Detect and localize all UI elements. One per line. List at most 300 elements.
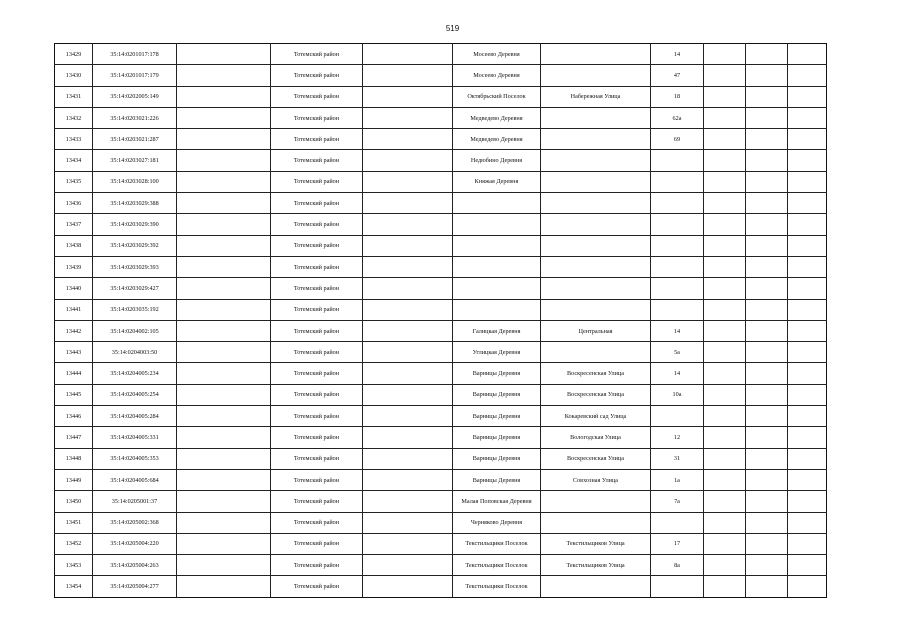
empty-cell-cell <box>177 44 271 65</box>
settlement-cell: Медведево Деревня <box>453 129 541 150</box>
empty-cell-cell <box>177 555 271 576</box>
row-number-cell: 13448 <box>55 448 93 469</box>
empty-cell-cell <box>177 214 271 235</box>
cadastral-number-cell: 35:14:0205004:263 <box>93 555 177 576</box>
district-cell: Тотемский район <box>271 129 363 150</box>
empty-cell-cell <box>704 576 746 597</box>
street-cell <box>541 256 651 277</box>
house-number-cell: 17 <box>651 533 704 554</box>
table-row <box>55 342 827 363</box>
district-cell: Тотемский район <box>271 107 363 128</box>
street-cell <box>541 171 651 192</box>
district-cell: Тотемский район <box>271 299 363 320</box>
empty-cell-cell <box>363 448 453 469</box>
settlement-cell: Черняково Деревня <box>453 512 541 533</box>
cadastral-number-cell: 35:14:0205004:220 <box>93 533 177 554</box>
street-cell: Текстильщиков Улица <box>541 533 651 554</box>
empty-cell-cell <box>363 320 453 341</box>
street-cell <box>541 342 651 363</box>
empty-cell-cell <box>704 278 746 299</box>
street-cell: Центральная <box>541 320 651 341</box>
table-row <box>55 150 827 171</box>
empty-cell-cell <box>746 448 788 469</box>
street-cell: Кокаревский сад Улица <box>541 406 651 427</box>
empty-cell-cell <box>704 491 746 512</box>
empty-cell-cell <box>788 491 827 512</box>
settlement-cell: Мосеево Деревня <box>453 65 541 86</box>
table-row <box>55 86 827 107</box>
row-number-cell: 13436 <box>55 193 93 214</box>
cadastral-number-cell: 35:14:0204005:353 <box>93 448 177 469</box>
district-cell: Тотемский район <box>271 235 363 256</box>
empty-cell-cell <box>363 384 453 405</box>
row-number-cell: 13439 <box>55 256 93 277</box>
settlement-cell: Варницы Деревня <box>453 448 541 469</box>
empty-cell-cell <box>363 512 453 533</box>
cadastral-number-cell: 35:14:0203029:388 <box>93 193 177 214</box>
street-cell: Воскресенская Улица <box>541 384 651 405</box>
district-cell: Тотемский район <box>271 384 363 405</box>
row-number-cell: 13450 <box>55 491 93 512</box>
street-cell <box>541 150 651 171</box>
table-body <box>55 44 827 598</box>
street-cell <box>541 278 651 299</box>
table-row <box>55 469 827 490</box>
table-row <box>55 555 827 576</box>
empty-cell-cell <box>788 150 827 171</box>
district-cell: Тотемский район <box>271 278 363 299</box>
cadastral-number-cell: 35:14:0203029:393 <box>93 256 177 277</box>
row-number-cell: 13437 <box>55 214 93 235</box>
settlement-cell: Текстильщики Поселок <box>453 576 541 597</box>
empty-cell-cell <box>177 299 271 320</box>
district-cell: Тотемский район <box>271 193 363 214</box>
page-number: 519 <box>445 24 460 33</box>
empty-cell-cell <box>177 533 271 554</box>
street-cell <box>541 44 651 65</box>
house-number-cell <box>651 406 704 427</box>
street-cell <box>541 65 651 86</box>
empty-cell-cell <box>788 44 827 65</box>
empty-cell-cell <box>363 65 453 86</box>
empty-cell-cell <box>788 342 827 363</box>
street-cell: Текстильщиков Улица <box>541 555 651 576</box>
empty-cell-cell <box>746 384 788 405</box>
empty-cell-cell <box>704 214 746 235</box>
table-row <box>55 320 827 341</box>
empty-cell-cell <box>704 107 746 128</box>
empty-cell-cell <box>704 235 746 256</box>
cadastral-number-cell: 35:14:0201017:179 <box>93 65 177 86</box>
empty-cell-cell <box>746 469 788 490</box>
empty-cell-cell <box>788 278 827 299</box>
house-number-cell <box>651 256 704 277</box>
table-row <box>55 448 827 469</box>
settlement-cell: Углицкая Деревня <box>453 342 541 363</box>
cadastral-number-cell: 35:14:0205001:37 <box>93 491 177 512</box>
district-cell: Тотемский район <box>271 171 363 192</box>
house-number-cell <box>651 214 704 235</box>
empty-cell-cell <box>746 150 788 171</box>
house-number-cell: 69 <box>651 129 704 150</box>
empty-cell-cell <box>704 150 746 171</box>
empty-cell-cell <box>746 427 788 448</box>
empty-cell-cell <box>704 129 746 150</box>
house-number-cell <box>651 150 704 171</box>
empty-cell-cell <box>704 193 746 214</box>
empty-cell-cell <box>363 469 453 490</box>
table-row <box>55 65 827 86</box>
empty-cell-cell <box>363 427 453 448</box>
district-cell: Тотемский район <box>271 427 363 448</box>
settlement-cell: Текстильщики Поселок <box>453 555 541 576</box>
cadastral-number-cell: 35:14:0205004:277 <box>93 576 177 597</box>
empty-cell-cell <box>704 533 746 554</box>
cadastral-number-cell: 35:14:0203029:390 <box>93 214 177 235</box>
house-number-cell: 1а <box>651 469 704 490</box>
empty-cell-cell <box>363 342 453 363</box>
district-cell: Тотемский район <box>271 406 363 427</box>
house-number-cell: 14 <box>651 44 704 65</box>
cadastral-number-cell: 35:14:0204005:284 <box>93 406 177 427</box>
empty-cell-cell <box>788 576 827 597</box>
house-number-cell <box>651 576 704 597</box>
district-cell: Тотемский район <box>271 214 363 235</box>
empty-cell-cell <box>177 448 271 469</box>
settlement-cell <box>453 278 541 299</box>
empty-cell-cell <box>704 171 746 192</box>
empty-cell-cell <box>788 512 827 533</box>
empty-cell-cell <box>788 533 827 554</box>
table-row <box>55 533 827 554</box>
street-cell: Воскресенская Улица <box>541 363 651 384</box>
empty-cell-cell <box>177 363 271 384</box>
empty-cell-cell <box>746 256 788 277</box>
row-number-cell: 13453 <box>55 555 93 576</box>
district-cell: Тотемский район <box>271 576 363 597</box>
cadastral-number-cell: 35:14:0203029:392 <box>93 235 177 256</box>
empty-cell-cell <box>704 448 746 469</box>
table-row <box>55 44 827 65</box>
row-number-cell: 13447 <box>55 427 93 448</box>
settlement-cell: Медведево Деревня <box>453 107 541 128</box>
empty-cell-cell <box>746 406 788 427</box>
house-number-cell: 5а <box>651 342 704 363</box>
settlement-cell <box>453 299 541 320</box>
empty-cell-cell <box>363 193 453 214</box>
empty-cell-cell <box>746 107 788 128</box>
row-number-cell: 13440 <box>55 278 93 299</box>
empty-cell-cell <box>363 491 453 512</box>
empty-cell-cell <box>177 320 271 341</box>
empty-cell-cell <box>788 555 827 576</box>
cadastral-number-cell: 35:14:0203028:100 <box>93 171 177 192</box>
empty-cell-cell <box>746 193 788 214</box>
empty-cell-cell <box>788 363 827 384</box>
registry-table <box>54 43 827 598</box>
empty-cell-cell <box>788 299 827 320</box>
cadastral-number-cell: 35:14:0203027:181 <box>93 150 177 171</box>
settlement-cell: Галицкая Деревня <box>453 320 541 341</box>
empty-cell-cell <box>746 86 788 107</box>
table-row <box>55 512 827 533</box>
district-cell: Тотемский район <box>271 65 363 86</box>
street-cell <box>541 235 651 256</box>
house-number-cell <box>651 278 704 299</box>
district-cell: Тотемский район <box>271 533 363 554</box>
settlement-cell <box>453 214 541 235</box>
house-number-cell <box>651 193 704 214</box>
empty-cell-cell <box>746 299 788 320</box>
row-number-cell: 13451 <box>55 512 93 533</box>
row-number-cell: 13444 <box>55 363 93 384</box>
district-cell: Тотемский район <box>271 363 363 384</box>
empty-cell-cell <box>746 44 788 65</box>
empty-cell-cell <box>177 491 271 512</box>
district-cell: Тотемский район <box>271 342 363 363</box>
street-cell <box>541 512 651 533</box>
settlement-cell <box>453 193 541 214</box>
row-number-cell: 13452 <box>55 533 93 554</box>
empty-cell-cell <box>177 256 271 277</box>
empty-cell-cell <box>177 406 271 427</box>
house-number-cell: 47 <box>651 65 704 86</box>
empty-cell-cell <box>788 448 827 469</box>
cadastral-number-cell: 35:14:0203035:192 <box>93 299 177 320</box>
empty-cell-cell <box>746 555 788 576</box>
empty-cell-cell <box>363 44 453 65</box>
house-number-cell: 8а <box>651 555 704 576</box>
empty-cell-cell <box>704 406 746 427</box>
district-cell: Тотемский район <box>271 555 363 576</box>
empty-cell-cell <box>177 342 271 363</box>
empty-cell-cell <box>746 576 788 597</box>
empty-cell-cell <box>363 107 453 128</box>
empty-cell-cell <box>746 278 788 299</box>
street-cell <box>541 576 651 597</box>
empty-cell-cell <box>363 363 453 384</box>
table-row <box>55 235 827 256</box>
empty-cell-cell <box>363 256 453 277</box>
empty-cell-cell <box>363 406 453 427</box>
district-cell: Тотемский район <box>271 491 363 512</box>
empty-cell-cell <box>363 299 453 320</box>
settlement-cell <box>453 256 541 277</box>
empty-cell-cell <box>363 533 453 554</box>
empty-cell-cell <box>177 86 271 107</box>
district-cell: Тотемский район <box>271 150 363 171</box>
street-cell <box>541 193 651 214</box>
empty-cell-cell <box>177 384 271 405</box>
empty-cell-cell <box>746 129 788 150</box>
empty-cell-cell <box>177 65 271 86</box>
house-number-cell <box>651 171 704 192</box>
row-number-cell: 13430 <box>55 65 93 86</box>
row-number-cell: 13442 <box>55 320 93 341</box>
empty-cell-cell <box>704 44 746 65</box>
cadastral-number-cell: 35:14:0204005:254 <box>93 384 177 405</box>
row-number-cell: 13431 <box>55 86 93 107</box>
empty-cell-cell <box>788 214 827 235</box>
empty-cell-cell <box>746 491 788 512</box>
empty-cell-cell <box>704 384 746 405</box>
settlement-cell: Варницы Деревня <box>453 384 541 405</box>
row-number-cell: 13443 <box>55 342 93 363</box>
street-cell <box>541 491 651 512</box>
row-number-cell: 13434 <box>55 150 93 171</box>
cadastral-number-cell: 35:14:0204003:50 <box>93 342 177 363</box>
district-cell: Тотемский район <box>271 256 363 277</box>
empty-cell-cell <box>177 129 271 150</box>
empty-cell-cell <box>746 171 788 192</box>
empty-cell-cell <box>788 235 827 256</box>
empty-cell-cell <box>788 320 827 341</box>
table-row <box>55 129 827 150</box>
empty-cell-cell <box>788 193 827 214</box>
district-cell: Тотемский район <box>271 86 363 107</box>
settlement-cell: Княжая Деревня <box>453 171 541 192</box>
empty-cell-cell <box>177 235 271 256</box>
empty-cell-cell <box>177 512 271 533</box>
settlement-cell <box>453 235 541 256</box>
settlement-cell: Варницы Деревня <box>453 469 541 490</box>
row-number-cell: 13446 <box>55 406 93 427</box>
empty-cell-cell <box>788 406 827 427</box>
district-cell: Тотемский район <box>271 512 363 533</box>
district-cell: Тотемский район <box>271 448 363 469</box>
district-cell: Тотемский район <box>271 469 363 490</box>
empty-cell-cell <box>746 342 788 363</box>
cadastral-number-cell: 35:14:0204005:331 <box>93 427 177 448</box>
street-cell: Вологодская Улица <box>541 427 651 448</box>
empty-cell-cell <box>788 171 827 192</box>
table-row <box>55 491 827 512</box>
empty-cell-cell <box>746 320 788 341</box>
house-number-cell <box>651 235 704 256</box>
settlement-cell: Варницы Деревня <box>453 363 541 384</box>
row-number-cell: 13432 <box>55 107 93 128</box>
row-number-cell: 13435 <box>55 171 93 192</box>
empty-cell-cell <box>177 150 271 171</box>
empty-cell-cell <box>177 171 271 192</box>
settlement-cell: Варницы Деревня <box>453 406 541 427</box>
settlement-cell: Текстильщики Поселок <box>453 533 541 554</box>
empty-cell-cell <box>746 65 788 86</box>
table-row <box>55 214 827 235</box>
empty-cell-cell <box>788 384 827 405</box>
empty-cell-cell <box>363 150 453 171</box>
settlement-cell: Октябрьский Поселок <box>453 86 541 107</box>
street-cell: Воскресенская Улица <box>541 448 651 469</box>
empty-cell-cell <box>704 363 746 384</box>
empty-cell-cell <box>788 107 827 128</box>
empty-cell-cell <box>746 512 788 533</box>
street-cell <box>541 129 651 150</box>
empty-cell-cell <box>363 86 453 107</box>
settlement-cell: Малая Поповская Деревня <box>453 491 541 512</box>
empty-cell-cell <box>704 469 746 490</box>
house-number-cell: 10а <box>651 384 704 405</box>
empty-cell-cell <box>704 299 746 320</box>
street-cell <box>541 299 651 320</box>
cadastral-number-cell: 35:14:0204002:105 <box>93 320 177 341</box>
row-number-cell: 13454 <box>55 576 93 597</box>
row-number-cell: 13445 <box>55 384 93 405</box>
row-number-cell: 13433 <box>55 129 93 150</box>
settlement-cell: Недюбино Деревня <box>453 150 541 171</box>
empty-cell-cell <box>788 65 827 86</box>
empty-cell-cell <box>704 342 746 363</box>
empty-cell-cell <box>704 86 746 107</box>
empty-cell-cell <box>363 555 453 576</box>
empty-cell-cell <box>746 363 788 384</box>
table-row <box>55 256 827 277</box>
cadastral-number-cell: 35:14:0203029:427 <box>93 278 177 299</box>
cadastral-number-cell: 35:14:0205002:368 <box>93 512 177 533</box>
cadastral-number-cell: 35:14:0202005:149 <box>93 86 177 107</box>
empty-cell-cell <box>177 469 271 490</box>
empty-cell-cell <box>746 235 788 256</box>
street-cell: Набережная Улица <box>541 86 651 107</box>
table-row <box>55 427 827 448</box>
settlement-cell: Варницы Деревня <box>453 427 541 448</box>
table-row <box>55 576 827 597</box>
house-number-cell: 18 <box>651 86 704 107</box>
empty-cell-cell <box>363 214 453 235</box>
cadastral-number-cell: 35:14:0203021:226 <box>93 107 177 128</box>
empty-cell-cell <box>363 235 453 256</box>
street-cell <box>541 107 651 128</box>
table-row <box>55 171 827 192</box>
row-number-cell: 13441 <box>55 299 93 320</box>
house-number-cell: 31 <box>651 448 704 469</box>
house-number-cell <box>651 299 704 320</box>
street-cell: Совхозная Улица <box>541 469 651 490</box>
empty-cell-cell <box>704 256 746 277</box>
empty-cell-cell <box>704 555 746 576</box>
empty-cell-cell <box>704 320 746 341</box>
empty-cell-cell <box>363 576 453 597</box>
table-row <box>55 406 827 427</box>
empty-cell-cell <box>704 512 746 533</box>
empty-cell-cell <box>363 129 453 150</box>
empty-cell-cell <box>177 427 271 448</box>
empty-cell-cell <box>177 193 271 214</box>
cadastral-number-cell: 35:14:0204005:234 <box>93 363 177 384</box>
empty-cell-cell <box>788 427 827 448</box>
house-number-cell <box>651 512 704 533</box>
house-number-cell: 14 <box>651 320 704 341</box>
cadastral-number-cell: 35:14:0201017:178 <box>93 44 177 65</box>
table-row <box>55 278 827 299</box>
cadastral-number-cell: 35:14:0204005:684 <box>93 469 177 490</box>
street-cell <box>541 214 651 235</box>
house-number-cell: 62а <box>651 107 704 128</box>
empty-cell-cell <box>788 129 827 150</box>
table-row <box>55 363 827 384</box>
settlement-cell: Мосеево Деревня <box>453 44 541 65</box>
empty-cell-cell <box>746 533 788 554</box>
empty-cell-cell <box>363 278 453 299</box>
row-number-cell: 13449 <box>55 469 93 490</box>
table-row <box>55 107 827 128</box>
table-row <box>55 299 827 320</box>
empty-cell-cell <box>788 256 827 277</box>
empty-cell-cell <box>704 65 746 86</box>
empty-cell-cell <box>177 107 271 128</box>
empty-cell-cell <box>704 427 746 448</box>
table-row <box>55 384 827 405</box>
